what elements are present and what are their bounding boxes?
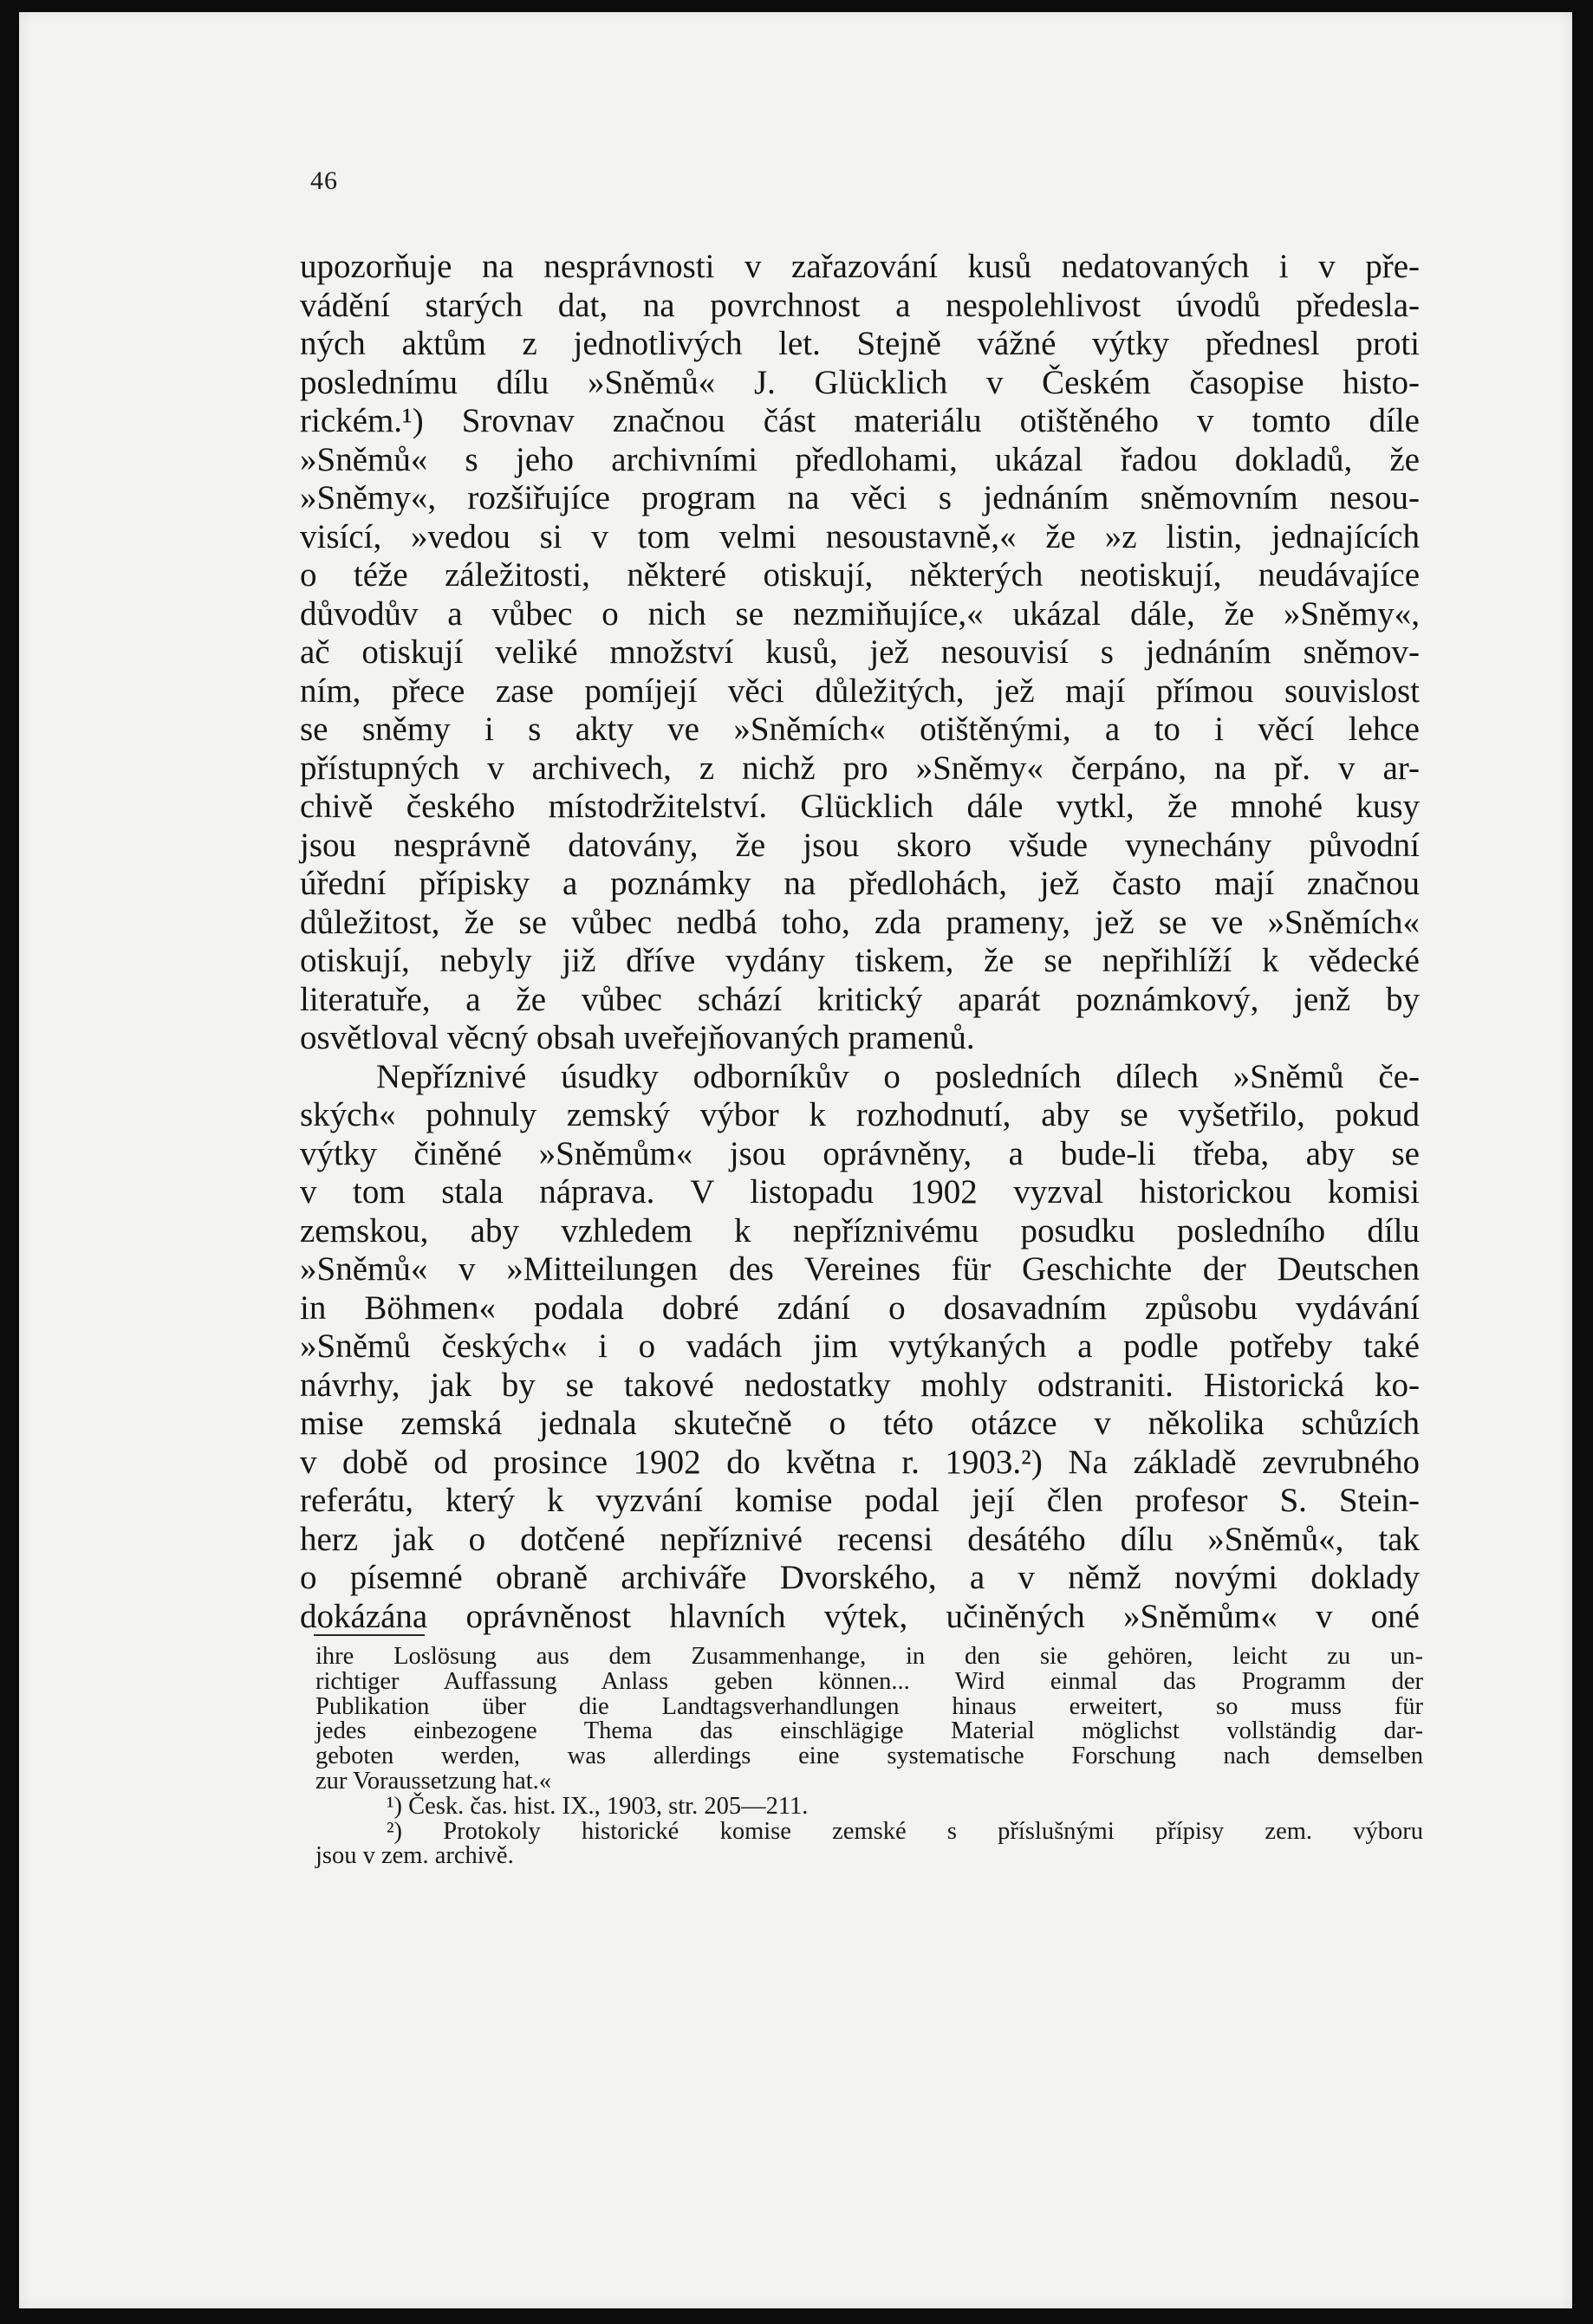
text-line: ač otiskují veliké množství kusů, jež nesouvisí s jednáním sněmov-: [300, 633, 1420, 671]
footnotes: [315, 1645, 1423, 1869]
text-line: otiskují, nebyly již dříve vydány tiskem, že se nepřihlíží k vědecké: [300, 942, 1420, 979]
text-line: o téže záležitosti, některé otiskují, některých neotiskují, neudávajíce: [300, 556, 1420, 594]
text-line: »Sněmy«, rozšiřujíce program na věci s jednáním sněmovním nesou-: [300, 479, 1420, 516]
text-line: důvodův a vůbec o nich se nezmiňujíce,« ukázal dále, že »Sněmy«,: [300, 594, 1420, 633]
text-line: ných aktům z jednotlivých let. Stejně vážné výtky přednesl proti: [300, 325, 1420, 362]
footnote-1: ¹) Česk. čas. hist. IX., 1903, str. 205—211.: [387, 1792, 809, 1820]
text-line: herz jak o dotčené nepříznivé recensi desátého dílu »Sněmů«, tak: [300, 1520, 1420, 1558]
footnote-line: jedes einbezogene Thema das einschlägige Material möglichst vollständig dar-: [315, 1717, 1423, 1745]
text-line: in Böhmen« podala dobré zdání o dosavadním způsobu vydávání: [300, 1289, 1420, 1327]
text-line: v tom stala náprava. V listopadu 1902 vyzval historickou komisi: [300, 1173, 1420, 1211]
text-line: ských« pohnuly zemský výbor k rozhodnutí, aby se vyšetřilo, pokud: [300, 1096, 1420, 1133]
footnote-line: geboten werden, was allerdings eine systematische Forschung nach demselben: [315, 1743, 1423, 1770]
text-line: úřední přípisky a poznámky na předlohách, jež často mají značnou: [300, 865, 1420, 902]
footnote-line: zur Voraussetzung hat.«: [315, 1767, 552, 1795]
paragraph-start-line: Nepříznivé úsudky odborníkův o posledních dílech »Sněmů če-: [376, 1057, 1420, 1095]
text-line: se sněmy i s akty ve »Sněmích« otištěnými, a to i věcí lehce: [300, 711, 1420, 748]
text-line: v době od prosince 1902 do května r. 1903.²) Na základě zevrubného: [300, 1443, 1420, 1481]
text-line: rickém.¹) Srovnav značnou část materiálu otištěného v tomto díle: [300, 402, 1420, 439]
text-line: ním, přece zase pomíjejí věci důležitých, jež mají přímou souvislost: [300, 672, 1420, 710]
scan-edge-mark: [1572, 312, 1581, 357]
text-line: »Sněmů« v »Mitteilungen des Vereines für Geschichte der Deutschen: [300, 1250, 1420, 1288]
footnote-line: ihre Loslösung aus dem Zusammenhange, in den sie gehören, leicht zu un-: [315, 1643, 1423, 1670]
text-line: »Sněmů« s jeho archivními předlohami, ukázal řadou dokladů, že: [300, 440, 1420, 478]
text-line: literatuře, a že vůbec schází kritický aparát poznámkový, jenž by: [300, 980, 1420, 1018]
main-text: [300, 248, 1420, 1636]
text-line: mise zemská jednala skutečně o této otázce v několika schůzích: [300, 1405, 1420, 1442]
text-line: výtky činěné »Sněmům« jsou oprávněny, a bude-li třeba, aby se: [300, 1134, 1420, 1172]
text-line: poslednímu dílu »Sněmů« J. Glücklich v Českém časopise histo-: [300, 363, 1420, 401]
footnote-line: richtiger Auffassung Anlass geben können... Wird einmal das Programm der: [315, 1667, 1423, 1695]
text-line: »Sněmů českých« i o vadách jim vytýkaných a podle potřeby také: [300, 1328, 1420, 1365]
text-line: důležitost, že se vůbec nedbá toho, zda prameny, jež se ve »Sněmích«: [300, 903, 1420, 941]
paragraph-end-line: osvětloval věcný obsah uveřejňovaných pramenů.: [300, 1019, 975, 1056]
page-number: 46: [310, 166, 338, 195]
footnote-2-continued: jsou v zem. archivě.: [315, 1842, 514, 1870]
text-line: chivě českého místodržitelství. Glücklich dále vytkl, že mnohé kusy: [300, 788, 1420, 825]
text-line: dokázána oprávněnost hlavních výtek, učiněných »Sněmům« v oné: [300, 1597, 1420, 1635]
text-line: vádění starých dat, na povrchnost a nespolehlivost úvodů předesla-: [300, 286, 1420, 324]
text-line: zemskou, aby vzhledem k nepříznivému posudku posledního dílu: [300, 1211, 1420, 1250]
text-line: upozorňuje na nesprávnosti v zařazování kusů nedatovaných i v pře-: [300, 248, 1420, 285]
text-line: přístupných v archivech, z nichž pro »Sněmy« čerpáno, na př. v ar-: [300, 749, 1420, 787]
text-line: visící, »vedou si v tom velmi nesoustavně,« že »z listin, jednajících: [300, 517, 1420, 555]
text-line: referátu, který k vyzvání komise podal její člen profesor S. Stein-: [300, 1482, 1420, 1519]
scan-edge-mark: [1572, 996, 1581, 1042]
footnote-2: ²) Protokoly historické komise zemské s příslušnými přípisy zem. výboru: [387, 1817, 1423, 1845]
text-line: jsou nesprávně datovány, že jsou skoro všude vynechány původní: [300, 826, 1420, 864]
footnote-divider: [314, 1634, 425, 1636]
text-line: návrhy, jak by se takové nedostatky mohly odstraniti. Historická ko-: [300, 1366, 1420, 1404]
footnote-line: Publikation über die Landtagsverhandlungen hinaus erweitert, so muss für: [315, 1692, 1423, 1720]
text-line: o písemné obraně archiváře Dvorského, a v němž novými doklady: [300, 1559, 1420, 1596]
